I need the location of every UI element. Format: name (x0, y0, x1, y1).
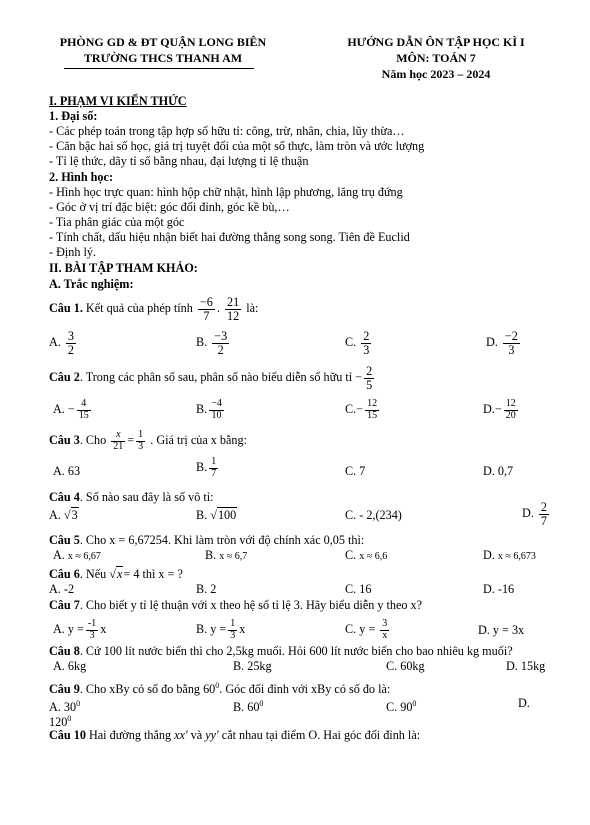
question-9: Câu 9. Cho xBy có số đo bằng $60^0$. Góc đối đỉnh với xBy có số đo là: (49, 681, 391, 697)
question-1: Câu 1. Kết quả của phép tính $\frac{-6}{7}$ . $\frac{21}{12}$ là: (49, 295, 259, 323)
q9-option-c[interactable]: C. $90^0$ (386, 699, 417, 715)
q6-option-b[interactable]: B. 2 (196, 582, 217, 596)
geometry-item: - Hình học trực quan: hình hộp chữ nhật, hình lập phương, lăng trụ đứng (49, 185, 403, 199)
geometry-item: - Định lý. (49, 245, 97, 259)
q7-option-d[interactable]: D. y = 3x (478, 623, 525, 637)
algebra-item: - Căn bậc hai số học, giá trị tuyệt đối của một số thực, làm tròn và ước lượng (49, 139, 425, 153)
q9-option-b[interactable]: B. $60^0$ (233, 699, 264, 715)
department-name: PHÒNG GD & ĐT QUẬN LONG BIÊN (59, 35, 267, 49)
q2-option-d[interactable]: D.− $\frac{12}{20}$ (483, 398, 516, 421)
q8-option-a[interactable]: A. 6kg (53, 659, 87, 673)
question-2: Câu 2. Trong các phân số sau, phân số nào biểu diễn số hữu tỉ − $\frac{2}{5}$ (49, 364, 373, 392)
q4-option-b[interactable]: B. √100 (196, 508, 237, 522)
q7-option-a[interactable]: A. y = $\frac{-1}{3}$ x (53, 618, 107, 641)
section2-title: II. BÀI TẬP THAM KHẢO: (49, 261, 198, 275)
question-7: Câu 7. Cho biết y tỉ lệ thuận với x theo hệ số tỉ lệ 3. Hãy biểu diễn y theo x? (49, 598, 423, 612)
q7-option-b[interactable]: B. y = $\frac{1}{3}$ x (196, 618, 246, 641)
q2-option-c[interactable]: C.− $\frac{12}{15}$ (345, 398, 378, 421)
algebra-title: 1. Đại số: (49, 109, 98, 123)
q9-option-d[interactable]: D. (518, 696, 530, 710)
q4-option-c[interactable]: C. - 2,(234) (345, 508, 402, 522)
q4-option-d[interactable]: D. $\frac{2}{7}$ (522, 500, 547, 528)
geometry-item: - Tính chất, dấu hiệu nhận biết hai đường thẳng song song. Tiên đề Euclid (49, 230, 410, 244)
q5-option-c[interactable]: C. x ≈ 6,6 (345, 548, 388, 562)
q2-option-b[interactable]: B. $\frac{-4}{10}$ (196, 398, 222, 421)
q9-option-a[interactable]: A. $30^0$ (49, 699, 81, 715)
q9-option-d-value: $120^0$ (49, 714, 72, 730)
q4-option-a[interactable]: A. √3 (49, 508, 78, 522)
q3-option-c[interactable]: C. 7 (345, 464, 366, 478)
header-right (316, 34, 556, 82)
school-name: TRƯỜNG THCS THANH AM (83, 51, 243, 65)
q3-option-d[interactable]: D. 0,7 (483, 464, 514, 478)
q1-option-b[interactable]: B. $\frac{-3}{2}$ (196, 329, 228, 357)
question-4: Câu 4. Số nào sau đây là số vô tỉ: (49, 490, 214, 504)
section2-subtitle: A. Trắc nghiệm: (49, 277, 134, 291)
algebra-item: - Tỉ lệ thức, dãy tỉ số bằng nhau, đại lượng tỉ lệ thuận (49, 154, 309, 168)
q5-option-d[interactable]: D. x ≈ 6,673 (483, 548, 536, 562)
geometry-item: - Góc ở vị trí đặc biệt: góc đối đỉnh, góc kề bù,… (49, 200, 290, 214)
q7-option-c[interactable]: C. y = $\frac{3}{x}$ (345, 618, 388, 641)
q1-option-d[interactable]: D. $\frac{-2}{3}$ (486, 329, 518, 357)
q8-option-d[interactable]: D. 15kg (506, 659, 546, 673)
q6-option-c[interactable]: C. 16 (345, 582, 372, 596)
fraction: $\frac{21}{12}$ (226, 295, 240, 323)
q5-option-b[interactable]: B. x ≈ 6,7 (205, 548, 248, 562)
q3-option-a[interactable]: A. 63 (53, 464, 81, 478)
doc-title: HƯỚNG DẪN ÔN TẬP HỌC KÌ I (347, 35, 525, 49)
fraction: $\frac{-6}{7}$ (199, 295, 213, 323)
question-10: Câu 10 Hai đường thẳng xx′ và yy′ cắt nhau tại điểm O. Hai góc đối đỉnh là: (49, 728, 421, 742)
geometry-title: 2. Hình học: (49, 170, 113, 184)
q8-option-b[interactable]: B. 25kg (233, 659, 272, 673)
q3-option-b[interactable]: B. $\frac{1}{7}$ (196, 456, 217, 479)
q8-option-c[interactable]: C. 60kg (386, 659, 425, 673)
question-6: Câu 6. Nếu √x= 4 thì x = ? (49, 567, 183, 581)
q1-option-a[interactable]: A. $\frac{3}{2}$ (49, 329, 74, 357)
q6-option-a[interactable]: A. -2 (49, 582, 75, 596)
header-left (34, 34, 292, 66)
question-5: Câu 5. Cho x = 6,67254. Khi làm tròn với độ chính xác 0,05 thì: (49, 533, 365, 547)
algebra-item: - Các phép toán trong tập hợp số hữu tỉ: công, trừ, nhân, chia, lũy thừa… (49, 124, 405, 138)
section1-title: I. PHẠM VI KIẾN THỨC (49, 94, 187, 108)
q2-option-a[interactable]: A. − $\frac{4}{15}$ (53, 398, 89, 421)
question-8: Câu 8. Cứ 100 lít nước biển thì cho 2,5kg muối. Hỏi 600 lít nước biển cho bao nhiêu kg muối? (49, 644, 513, 658)
header-divider (64, 68, 254, 69)
q1-option-c[interactable]: C. $\frac{2}{3}$ (345, 329, 370, 357)
question-3: Câu 3. Cho $\frac{x}{21}$ = $\frac{1}{3}$ . Giá trị của x bằng: (49, 429, 248, 452)
school-year: Năm học 2023 – 2024 (381, 67, 491, 81)
q6-option-d[interactable]: D. -16 (483, 582, 515, 596)
doc-subject: MÔN: TOÁN 7 (396, 51, 476, 65)
q5-option-a[interactable]: A. x ≈ 6,67 (53, 548, 101, 562)
geometry-item: - Tia phân giác của một góc (49, 215, 185, 229)
